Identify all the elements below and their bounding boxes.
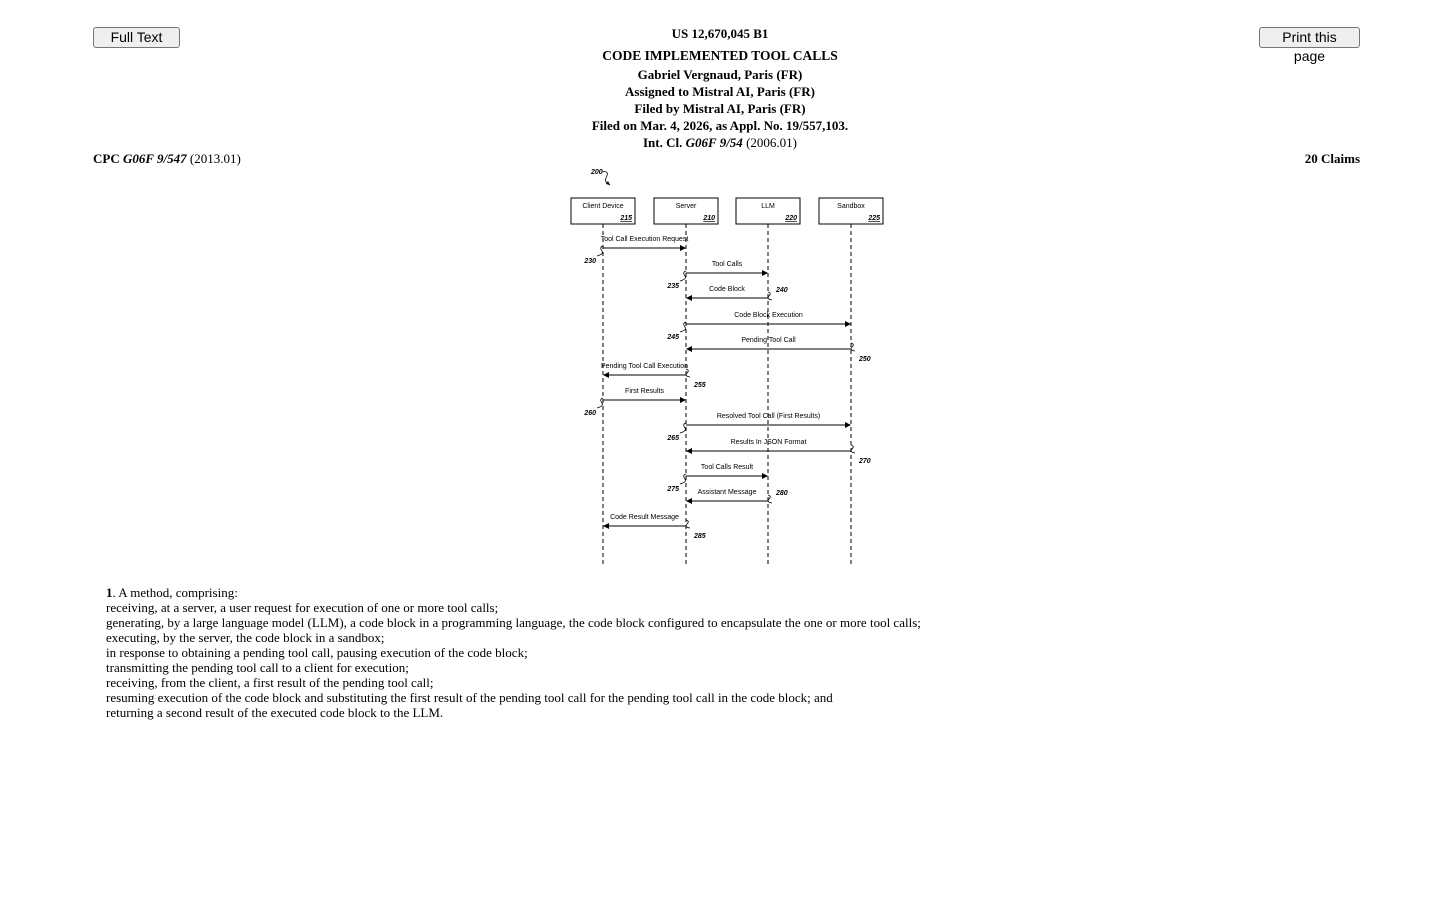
claim-line: transmitting the pending tool call to a client for execution;	[106, 660, 409, 675]
int-cl-code: G06F 9/54	[685, 135, 743, 150]
int-cl	[0, 134, 1440, 151]
message-label: Code Block Execution	[734, 312, 803, 319]
message-arrowhead	[680, 245, 686, 251]
patent-header	[0, 26, 1440, 151]
participant-name: Server	[675, 203, 697, 210]
message-ref: 260	[584, 410, 596, 417]
claim-line: executing, by the server, the code block in a sandbox;	[106, 630, 385, 645]
message-arrowhead	[686, 295, 692, 301]
ref-leader	[768, 292, 772, 300]
ref-leader	[768, 495, 772, 503]
message-ref: 265	[667, 435, 679, 442]
sequence-diagram	[560, 163, 900, 573]
cpc-code: G06F 9/547	[122, 151, 187, 166]
figure-ref-label: 200	[591, 169, 603, 176]
participant-name: LLM	[761, 203, 775, 210]
claim-line: in response to obtaining a pending tool call, pausing execution of the code block;	[106, 645, 528, 660]
claims-count: 20 Claims	[1304, 151, 1360, 166]
message-label: Pending Tool Call Execution	[600, 363, 689, 370]
message-arrowhead	[845, 422, 851, 428]
message-label: Results In JSON Format	[730, 439, 807, 446]
claim-line: returning a second result of the executed code block to the LLM.	[106, 705, 444, 720]
claim-line: receiving, from the client, a first result of the pending tool call;	[106, 675, 434, 690]
claim-line: receiving, at a server, a user request for execution of one or more tool calls;	[106, 600, 499, 615]
message-ref: 235	[667, 283, 679, 290]
ref-leader	[686, 369, 690, 377]
inventor: Gabriel Vergnaud, Paris (FR)	[637, 67, 803, 82]
ref-leader	[680, 423, 686, 433]
ref-leader	[597, 398, 603, 408]
message-ref: 250	[859, 356, 871, 363]
ref-leader	[686, 520, 690, 528]
claim-number: 1	[106, 585, 113, 600]
participant-ref: 215	[620, 215, 632, 222]
message-arrowhead	[686, 448, 692, 454]
ref-leader	[680, 271, 686, 281]
message-arrowhead	[845, 321, 851, 327]
ref-leader	[597, 246, 603, 256]
full-text-button[interactable]: Full Text	[93, 27, 180, 48]
message-arrowhead	[686, 346, 692, 352]
patent-number: US 12,670,045 B1	[671, 26, 769, 41]
message-ref: 240	[776, 287, 788, 294]
cpc-classification	[93, 150, 241, 167]
patent-title: CODE IMPLEMENTED TOOL CALLS	[602, 48, 838, 63]
message-label: Code Block	[709, 286, 745, 293]
claim-line: generating, by a large language model (LLM), a code block in a programming language, the code block configured to encapsulate the one or more tool calls;	[106, 615, 921, 630]
message-label: Tool Call Execution Request	[600, 236, 689, 243]
participant-ref: 210	[703, 215, 715, 222]
message-arrowhead	[686, 498, 692, 504]
message-label: Pending Tool Call	[741, 337, 796, 344]
message-ref: 275	[667, 486, 679, 493]
ref-leader	[680, 322, 686, 332]
message-ref: 245	[667, 334, 679, 341]
message-arrowhead	[680, 397, 686, 403]
assignee: Assigned to Mistral AI, Paris (FR)	[625, 84, 815, 99]
participant-ref: 225	[868, 215, 880, 222]
message-label: First Results	[625, 388, 664, 395]
int-cl-prefix: Int. Cl.	[643, 135, 686, 150]
message-label: Code Result Message	[610, 514, 679, 521]
message-label: Tool Calls Result	[700, 464, 754, 471]
filer: Filed by Mistral AI, Paris (FR)	[634, 101, 806, 116]
message-label: Assistant Message	[697, 489, 757, 496]
ref-leader	[851, 445, 855, 453]
claim-intro: . A method, comprising:	[112, 585, 238, 600]
cpc-year: (2013.01)	[186, 151, 241, 166]
print-page-button[interactable]: Print this page	[1259, 27, 1360, 48]
claim-line	[106, 585, 921, 600]
message-arrowhead	[762, 270, 768, 276]
message-ref: 280	[776, 490, 788, 497]
participant-ref: 220	[785, 215, 797, 222]
int-cl-year: (2006.01)	[742, 135, 797, 150]
message-label: Resolved Tool Call (First Results)	[716, 413, 821, 420]
participant-name: Sandbox	[837, 203, 865, 210]
filing-info: Filed on Mar. 4, 2026, as Appl. No. 19/557,103.	[591, 118, 849, 133]
message-label: Tool Calls	[711, 261, 743, 268]
claim-1	[106, 585, 921, 720]
ref-leader	[680, 474, 686, 484]
cpc-prefix: CPC	[93, 151, 123, 166]
ref-leader	[851, 343, 855, 351]
message-ref: 285	[694, 533, 706, 540]
message-ref: 230	[584, 258, 596, 265]
claim-line: resuming execution of the code block and substituting the first result of the pending tool call for the pending tool call in the code block; and	[106, 690, 833, 705]
message-arrowhead	[762, 473, 768, 479]
participant-name: Client Device	[582, 203, 624, 210]
message-ref: 270	[859, 458, 871, 465]
message-arrowhead	[603, 372, 609, 378]
message-arrowhead	[603, 523, 609, 529]
message-ref: 255	[694, 382, 706, 389]
